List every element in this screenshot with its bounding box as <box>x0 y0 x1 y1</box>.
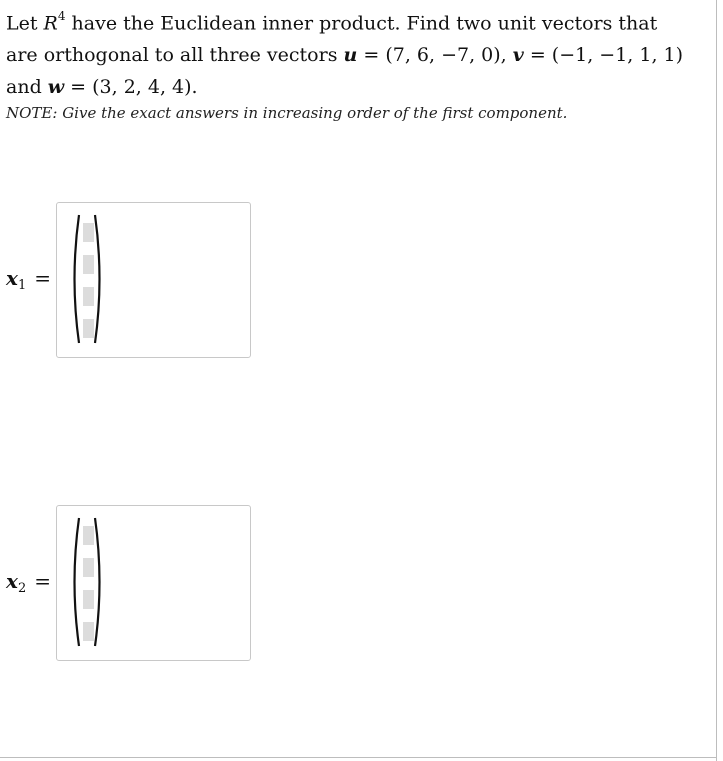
vector-w-value: = (3, 2, 4, 4). <box>64 76 198 99</box>
answer-label-x2 <box>6 569 51 596</box>
vector-u-value: = (7, 6, −7, 0), <box>357 44 513 67</box>
vector-entry-1[interactable] <box>83 526 94 545</box>
answer-box-x2[interactable] <box>56 505 251 661</box>
space-symbol: R <box>43 12 58 35</box>
vector-entry-4[interactable] <box>83 319 94 338</box>
note-text: NOTE: Give the exact answers in increasing order of the first component. <box>6 104 568 122</box>
vector-entry-3[interactable] <box>83 590 94 609</box>
frame-border-right <box>716 0 717 761</box>
problem-text: have the Euclidean inner product. Find two unit vectors that <box>65 12 658 35</box>
equals-sign: = <box>34 266 51 290</box>
problem-line-2 <box>6 39 706 71</box>
problem-line-1 <box>6 2 706 39</box>
answer-label-x1 <box>6 266 51 293</box>
answer-subscript: 2 <box>17 581 27 596</box>
problem-line-3 <box>6 71 706 103</box>
vector-entry-1[interactable] <box>83 223 94 242</box>
space-exponent: 4 <box>57 9 66 23</box>
vector-u-name: u <box>343 44 358 67</box>
answer-subscript: 1 <box>17 278 27 293</box>
problem-text: and <box>6 76 48 99</box>
vector-entry-4[interactable] <box>83 622 94 641</box>
frame-border-bottom <box>0 757 717 758</box>
problem-statement <box>6 2 706 103</box>
vector-v-value: = (−1, −1, 1, 1) <box>523 44 684 67</box>
answer-symbol: x <box>6 266 18 290</box>
vector-entry-2[interactable] <box>83 255 94 274</box>
answer-box-x1[interactable] <box>56 202 251 358</box>
vector-entry-3[interactable] <box>83 287 94 306</box>
vector-entry-2[interactable] <box>83 558 94 577</box>
equals-sign: = <box>34 569 51 593</box>
problem-text: Let <box>6 12 44 35</box>
problem-text: are orthogonal to all three vectors <box>6 44 344 67</box>
vector-w-name: w <box>47 76 65 99</box>
answer-symbol: x <box>6 569 18 593</box>
vector-v-name: v <box>512 44 524 67</box>
